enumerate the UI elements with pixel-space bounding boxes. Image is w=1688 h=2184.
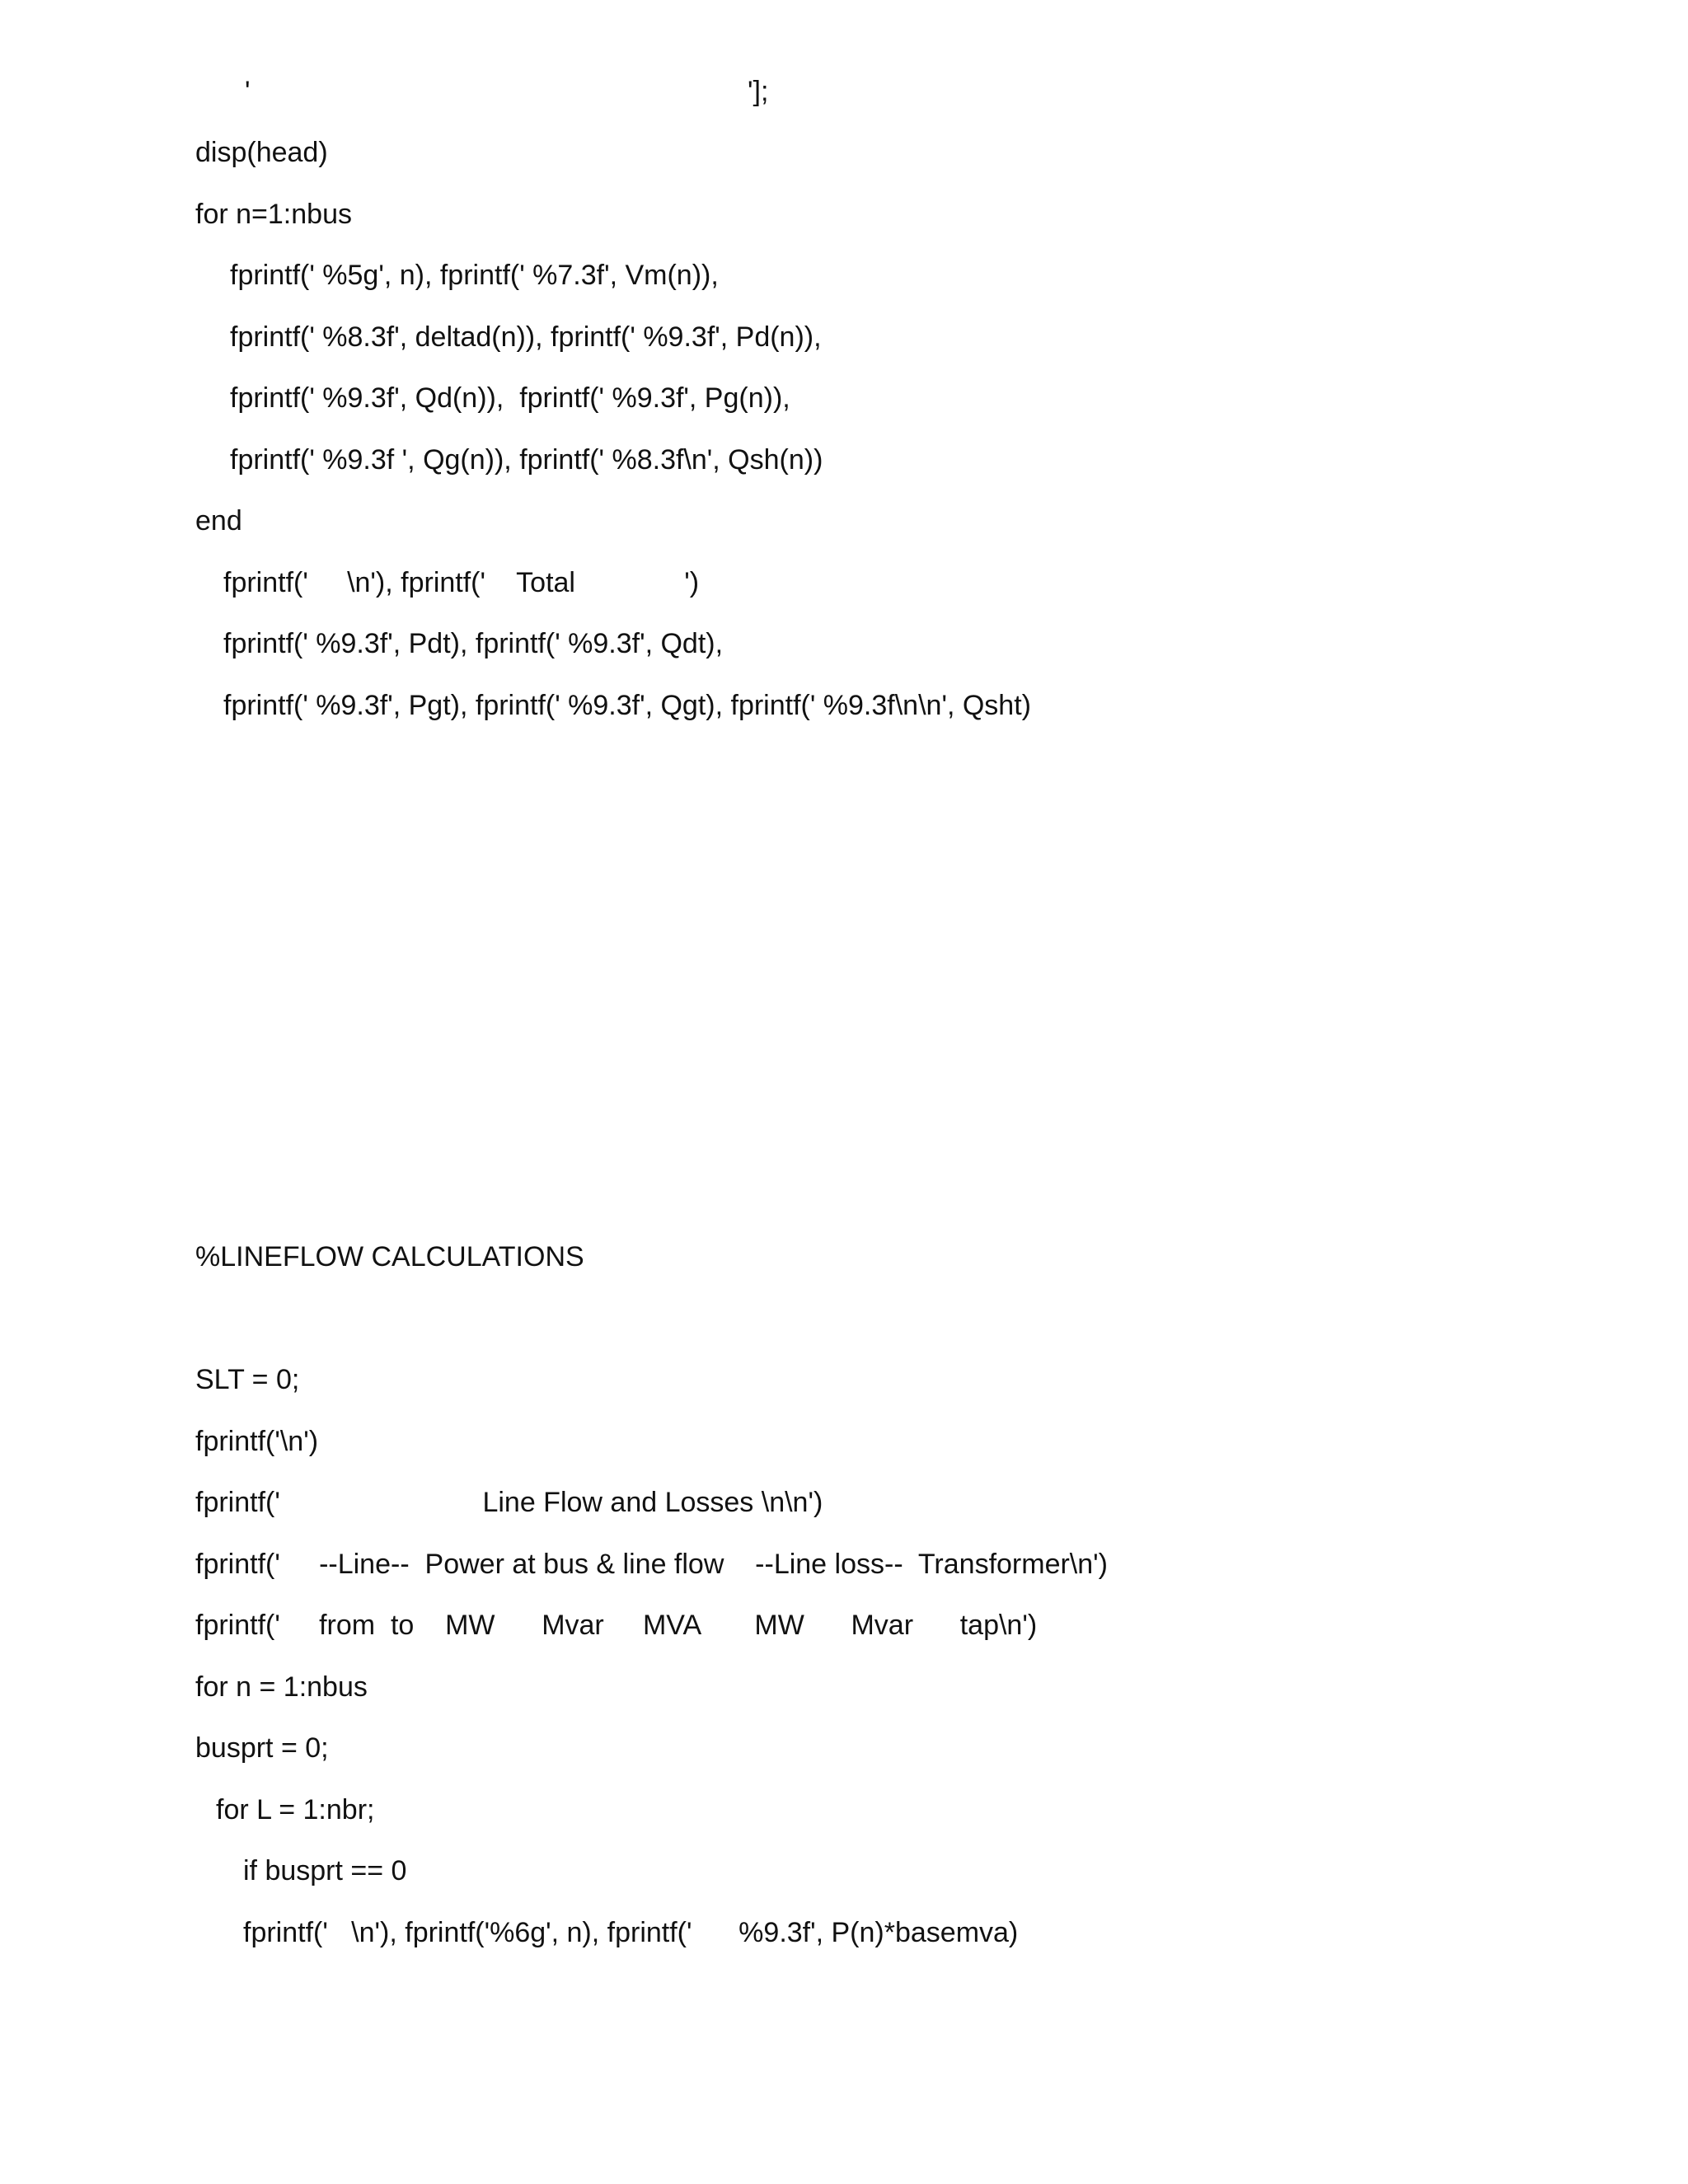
- code-line: ': [245, 76, 251, 107]
- code-line: busprt = 0;: [195, 1732, 329, 1764]
- code-line: if busprt == 0: [243, 1855, 407, 1886]
- code-line: fprintf(' %9.3f', Pgt), fprintf(' %9.3f', Qgt), fprintf(' %9.3f\n\n', Qsht): [223, 690, 1031, 721]
- code-line: fprintf(' %5g', n), fprintf(' %7.3f', Vm(n)),: [230, 260, 719, 291]
- code-line: fprintf('\n'): [195, 1426, 319, 1457]
- code-line: fprintf(' from to MW Mvar MVA MW Mvar tap\n'): [195, 1610, 1038, 1641]
- section-comment: %LINEFLOW CALCULATIONS: [195, 1241, 584, 1272]
- code-line: fprintf(' %8.3f', deltad(n)), fprintf(' %9.3f', Pd(n)),: [230, 321, 822, 353]
- code-line: for L = 1:nbr;: [216, 1794, 375, 1825]
- code-line: '];: [748, 76, 769, 107]
- code-line: SLT = 0;: [195, 1364, 300, 1395]
- code-line: fprintf(' Line Flow and Losses \n\n'): [195, 1487, 823, 1518]
- code-line: fprintf(' \n'), fprintf(' Total '): [223, 567, 700, 598]
- code-line: end: [195, 505, 242, 537]
- code-line: fprintf(' %9.3f', Qd(n)), fprintf(' %9.3f', Pg(n)),: [230, 382, 790, 414]
- code-line: fprintf(' --Line-- Power at bus & line flow --Line loss-- Transformer\n'): [195, 1549, 1108, 1580]
- code-line: disp(head): [195, 137, 328, 168]
- code-line: for n=1:nbus: [195, 199, 352, 230]
- code-line: fprintf(' %9.3f', Pdt), fprintf(' %9.3f', Qdt),: [223, 628, 724, 659]
- code-line: fprintf(' \n'), fprintf('%6g', n), fprintf(' %9.3f', P(n)*basemva): [243, 1917, 1019, 1948]
- code-line: for n = 1:nbus: [195, 1671, 368, 1703]
- code-line: fprintf(' %9.3f ', Qg(n)), fprintf(' %8.3f\n', Qsh(n)): [230, 444, 823, 476]
